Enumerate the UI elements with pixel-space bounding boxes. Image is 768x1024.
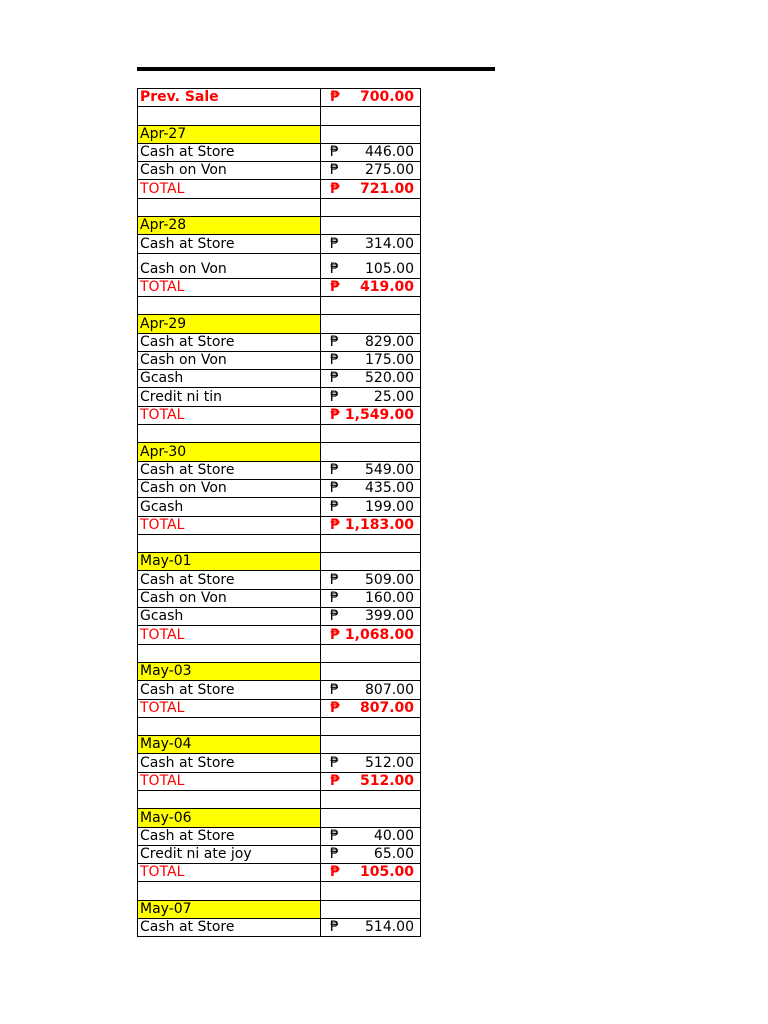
row-amount[interactable] — [321, 180, 421, 198]
row-amount[interactable] — [321, 407, 421, 425]
row-label[interactable]: Credit ni ate joy — [137, 846, 321, 864]
peso-sign: ₱ — [330, 461, 339, 478]
row-amount[interactable] — [321, 162, 421, 180]
row-label[interactable]: TOTAL — [137, 864, 321, 882]
row-amount[interactable] — [321, 828, 421, 846]
row-label[interactable]: TOTAL — [137, 279, 321, 297]
date-row — [137, 126, 421, 144]
amount-value: 520.00 — [365, 370, 414, 387]
amount-value: 807.00 — [359, 699, 414, 716]
amount-value: 399.00 — [365, 608, 414, 625]
row-amount[interactable] — [321, 718, 421, 736]
row-amount[interactable] — [321, 663, 421, 681]
sales-ledger-table — [137, 88, 421, 937]
total-row — [137, 517, 421, 535]
amount-value: 549.00 — [365, 461, 414, 478]
row-label[interactable]: Apr-29 — [137, 315, 321, 333]
row-amount[interactable] — [321, 462, 421, 480]
total-row — [137, 773, 421, 791]
row-amount[interactable] — [321, 334, 421, 352]
peso-sign: ₱ — [330, 754, 339, 771]
amount-value: 40.00 — [373, 827, 414, 844]
row-amount[interactable] — [321, 425, 421, 443]
row-label[interactable]: Apr-30 — [137, 443, 321, 461]
date-row — [137, 443, 421, 461]
row-amount[interactable] — [321, 681, 421, 699]
row-amount[interactable] — [321, 571, 421, 589]
row-label[interactable]: Cash on Von — [137, 162, 321, 180]
row-amount[interactable] — [321, 235, 421, 253]
ledger-row — [137, 235, 421, 253]
row-label[interactable]: May-06 — [137, 809, 321, 827]
row-label[interactable] — [137, 645, 321, 663]
peso-sign: ₱ — [330, 162, 339, 179]
amount-value: 419.00 — [359, 278, 414, 295]
blank-row — [137, 882, 421, 900]
amount-value: 700.00 — [359, 89, 414, 106]
amount-value: 160.00 — [365, 590, 414, 607]
row-amount[interactable] — [321, 254, 421, 279]
blank-row — [137, 107, 421, 125]
row-amount[interactable] — [321, 882, 421, 900]
ledger-row — [137, 590, 421, 608]
amount-value: 807.00 — [365, 681, 414, 698]
row-amount[interactable] — [321, 388, 421, 406]
row-label[interactable]: Gcash — [137, 608, 321, 626]
amount-value: 1,068.00 — [344, 626, 414, 643]
peso-sign: ₱ — [330, 388, 339, 405]
row-amount[interactable] — [321, 199, 421, 217]
peso-sign: ₱ — [330, 516, 340, 533]
row-label[interactable]: Apr-27 — [137, 126, 321, 144]
prev-sale-row — [137, 88, 421, 107]
row-amount[interactable] — [321, 443, 421, 461]
blank-row — [137, 791, 421, 809]
peso-sign: ₱ — [330, 180, 340, 197]
row-amount[interactable] — [321, 279, 421, 297]
row-amount[interactable] — [321, 480, 421, 498]
peso-sign: ₱ — [330, 235, 339, 252]
row-label[interactable]: May-04 — [137, 736, 321, 754]
row-label[interactable]: Cash at Store — [137, 754, 321, 772]
peso-sign: ₱ — [330, 407, 340, 424]
peso-sign: ₱ — [330, 333, 339, 350]
amount-value: 65.00 — [373, 846, 414, 863]
peso-sign: ₱ — [330, 370, 339, 387]
row-amount[interactable] — [321, 700, 421, 718]
blank-row — [137, 645, 421, 663]
peso-sign: ₱ — [330, 498, 339, 515]
row-amount[interactable] — [321, 754, 421, 772]
total-row — [137, 180, 421, 198]
date-row — [137, 315, 421, 333]
peso-sign: ₱ — [330, 278, 340, 295]
row-label[interactable]: TOTAL — [137, 700, 321, 718]
row-label[interactable] — [137, 535, 321, 553]
ledger-row — [137, 681, 421, 699]
row-label[interactable] — [137, 718, 321, 736]
row-label[interactable]: TOTAL — [137, 773, 321, 791]
date-row — [137, 663, 421, 681]
peso-sign: ₱ — [330, 681, 339, 698]
row-amount[interactable] — [321, 791, 421, 809]
row-label[interactable] — [137, 297, 321, 315]
peso-sign: ₱ — [330, 608, 339, 625]
ledger-row — [137, 571, 421, 589]
blank-row — [137, 199, 421, 217]
row-amount[interactable] — [321, 217, 421, 235]
row-amount[interactable] — [321, 901, 421, 919]
row-amount[interactable] — [321, 107, 421, 125]
row-amount[interactable] — [321, 370, 421, 388]
peso-sign: ₱ — [330, 772, 340, 789]
date-row — [137, 901, 421, 919]
peso-sign: ₱ — [330, 827, 339, 844]
amount-value: 829.00 — [365, 333, 414, 350]
ledger-row — [137, 370, 421, 388]
peso-sign: ₱ — [330, 590, 339, 607]
peso-sign: ₱ — [330, 846, 339, 863]
date-row — [137, 217, 421, 235]
row-label[interactable]: Cash at Store — [137, 571, 321, 589]
blank-row — [137, 535, 421, 553]
row-amount[interactable] — [321, 88, 421, 107]
row-amount[interactable] — [321, 535, 421, 553]
row-label[interactable]: Prev. Sale — [137, 88, 321, 107]
row-amount[interactable] — [321, 645, 421, 663]
peso-sign: ₱ — [330, 144, 339, 161]
total-row — [137, 407, 421, 425]
row-label[interactable]: Gcash — [137, 370, 321, 388]
row-label[interactable]: Cash at Store — [137, 144, 321, 162]
row-amount[interactable] — [321, 498, 421, 516]
ledger-row — [137, 919, 421, 937]
row-label[interactable]: Cash at Store — [137, 828, 321, 846]
ledger-row — [137, 352, 421, 370]
peso-sign: ₱ — [330, 864, 340, 881]
header-rule — [137, 67, 495, 71]
row-label[interactable]: TOTAL — [137, 517, 321, 535]
amount-value: 509.00 — [365, 571, 414, 588]
row-label[interactable] — [137, 107, 321, 125]
row-label[interactable]: TOTAL — [137, 180, 321, 198]
ledger-row — [137, 608, 421, 626]
blank-row — [137, 297, 421, 315]
ledger-row — [137, 334, 421, 352]
row-label[interactable]: Cash at Store — [137, 919, 321, 937]
peso-sign: ₱ — [330, 699, 340, 716]
row-amount[interactable] — [321, 144, 421, 162]
peso-sign: ₱ — [330, 480, 339, 497]
row-label[interactable]: Cash on Von — [137, 480, 321, 498]
amount-value: 514.00 — [365, 919, 414, 936]
row-amount[interactable] — [321, 608, 421, 626]
row-label[interactable]: May-03 — [137, 663, 321, 681]
row-amount[interactable] — [321, 773, 421, 791]
ledger-row — [137, 144, 421, 162]
date-row — [137, 553, 421, 571]
row-amount[interactable] — [321, 297, 421, 315]
peso-sign: ₱ — [330, 352, 339, 369]
peso-sign: ₱ — [330, 571, 339, 588]
total-row — [137, 279, 421, 297]
amount-value: 435.00 — [365, 480, 414, 497]
ledger-row — [137, 162, 421, 180]
row-amount[interactable] — [321, 846, 421, 864]
amount-value: 199.00 — [365, 498, 414, 515]
ledger-row — [137, 754, 421, 772]
ledger-row — [137, 462, 421, 480]
ledger-row — [137, 846, 421, 864]
blank-row — [137, 425, 421, 443]
peso-sign: ₱ — [330, 626, 340, 643]
row-label[interactable]: Cash at Store — [137, 462, 321, 480]
date-row — [137, 736, 421, 754]
total-row — [137, 626, 421, 644]
row-amount[interactable] — [321, 809, 421, 827]
ledger-row — [137, 498, 421, 516]
row-amount[interactable] — [321, 919, 421, 937]
row-label[interactable] — [137, 791, 321, 809]
row-label[interactable]: Credit ni tin — [137, 388, 321, 406]
peso-sign: ₱ — [330, 919, 339, 936]
peso-sign: ₱ — [330, 89, 340, 106]
row-label[interactable]: Cash on Von — [137, 352, 321, 370]
amount-value: 105.00 — [359, 864, 414, 881]
row-label[interactable]: Cash on Von — [137, 590, 321, 608]
row-amount[interactable] — [321, 352, 421, 370]
row-label[interactable]: TOTAL — [137, 407, 321, 425]
row-label[interactable] — [137, 882, 321, 900]
row-amount[interactable] — [321, 517, 421, 535]
row-label[interactable]: May-07 — [137, 901, 321, 919]
row-amount[interactable] — [321, 126, 421, 144]
amount-value: 175.00 — [365, 352, 414, 369]
row-label[interactable] — [137, 199, 321, 217]
total-row — [137, 864, 421, 882]
row-amount[interactable] — [321, 590, 421, 608]
row-label[interactable]: May-01 — [137, 553, 321, 571]
amount-value: 1,549.00 — [344, 407, 414, 424]
amount-value: 314.00 — [365, 235, 414, 252]
row-label[interactable]: Cash on Von — [137, 254, 321, 279]
row-label[interactable]: Cash at Store — [137, 235, 321, 253]
row-label[interactable]: Cash at Store — [137, 334, 321, 352]
row-amount[interactable] — [321, 736, 421, 754]
amount-value: 25.00 — [373, 388, 414, 405]
row-label[interactable]: Cash at Store — [137, 681, 321, 699]
blank-row — [137, 718, 421, 736]
row-amount[interactable] — [321, 864, 421, 882]
peso-sign: ₱ — [330, 260, 339, 277]
row-label[interactable] — [137, 425, 321, 443]
row-label[interactable]: Gcash — [137, 498, 321, 516]
amount-value: 105.00 — [365, 260, 414, 277]
row-amount[interactable] — [321, 553, 421, 571]
ledger-row — [137, 388, 421, 406]
date-row — [137, 809, 421, 827]
amount-value: 512.00 — [365, 754, 414, 771]
amount-value: 721.00 — [359, 180, 414, 197]
amount-value: 1,183.00 — [344, 516, 414, 533]
row-label[interactable]: TOTAL — [137, 626, 321, 644]
row-label[interactable]: Apr-28 — [137, 217, 321, 235]
amount-value: 446.00 — [365, 144, 414, 161]
ledger-row — [137, 828, 421, 846]
amount-value: 275.00 — [365, 162, 414, 179]
amount-value: 512.00 — [359, 772, 414, 789]
total-row — [137, 700, 421, 718]
ledger-row — [137, 254, 421, 279]
row-amount[interactable] — [321, 315, 421, 333]
row-amount[interactable] — [321, 626, 421, 644]
ledger-row — [137, 480, 421, 498]
